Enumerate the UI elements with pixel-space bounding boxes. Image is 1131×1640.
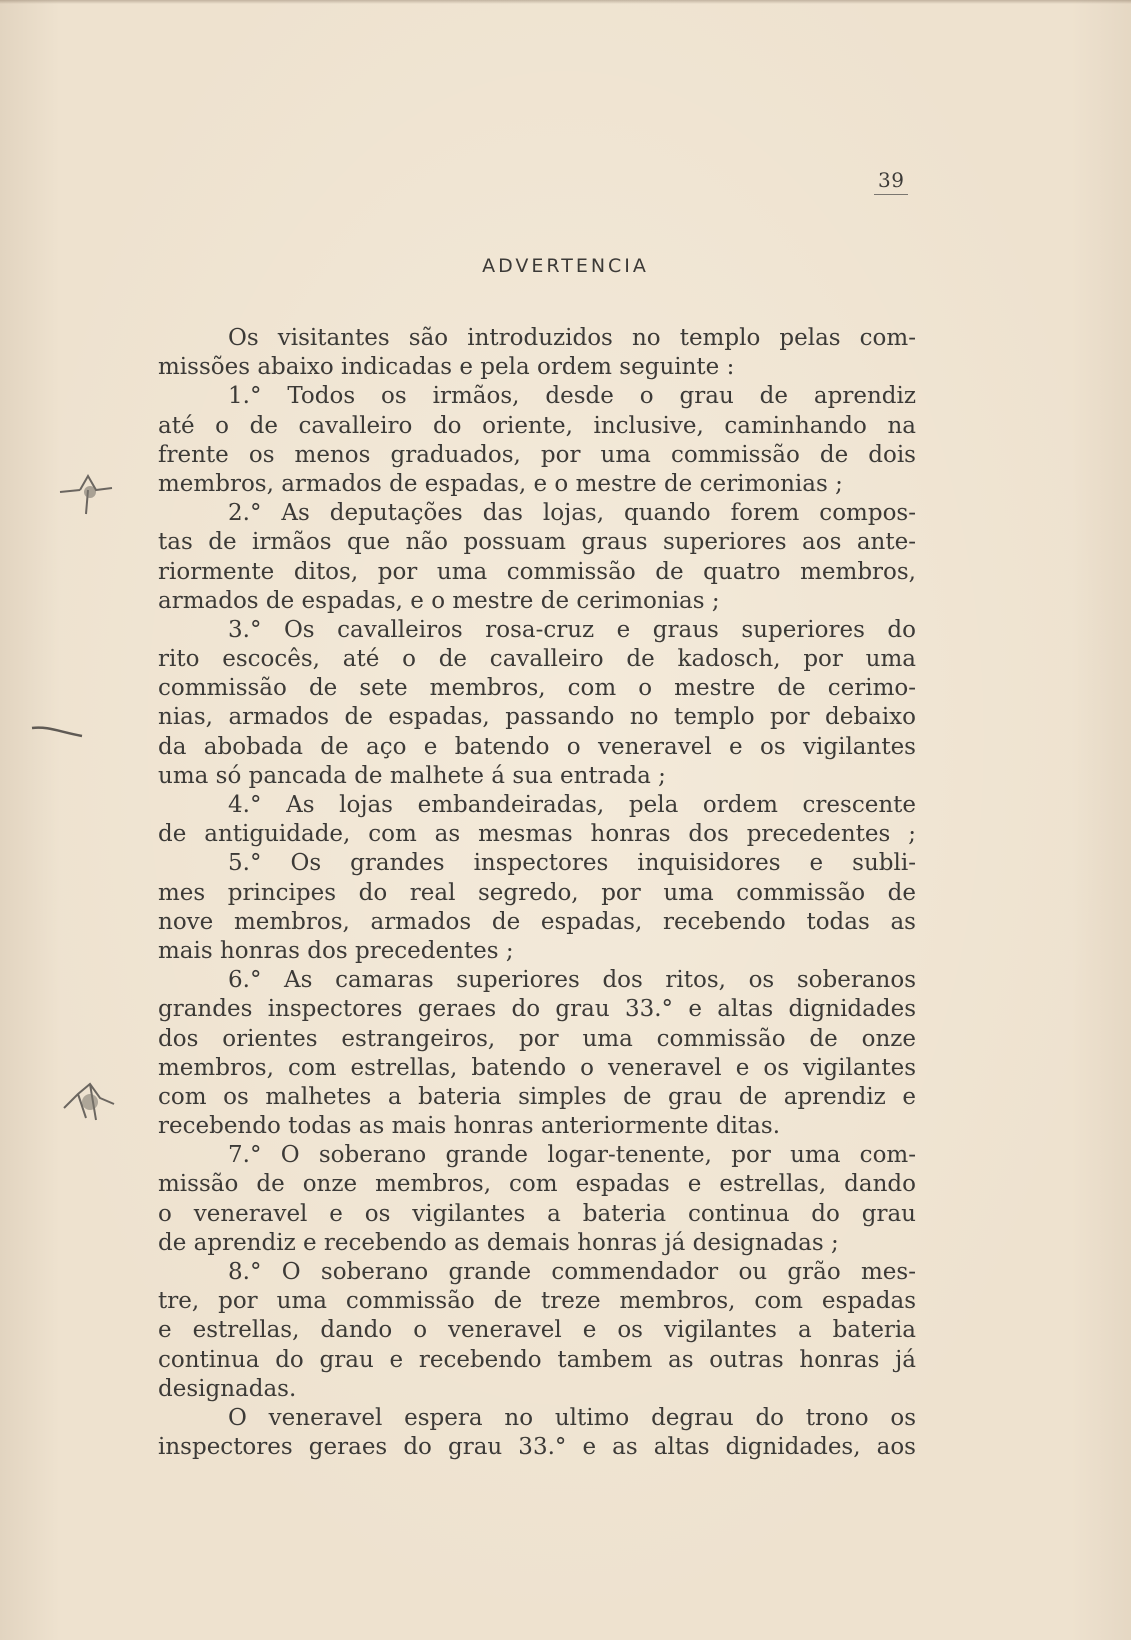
text-line: com os malhetes a bateria simples de grau de aprendiz e <box>158 1083 916 1110</box>
text-line: da abobada de aço e batendo o veneravel e os vigilantes <box>158 733 916 760</box>
text-line: armados de espadas, e o mestre de cerimonias ; <box>158 587 720 614</box>
text-line: frente os menos graduados, por uma commissão de dois <box>158 441 916 468</box>
text-line: 5.° Os grandes inspectores inquisidores e subli- <box>228 850 916 877</box>
text-line: membros, armados de espadas, e o mestre de cerimonias ; <box>158 470 843 497</box>
text-line: nias, armados de espadas, passando no templo por debaixo <box>158 704 916 731</box>
text-line: inspectores geraes do grau 33.° e as altas dignidades, aos <box>158 1434 916 1461</box>
text-line: 7.° O soberano grande logar-tenente, por uma com- <box>228 1142 916 1169</box>
text-line: 3.° Os cavalleiros rosa-cruz e graus superiores do <box>228 616 916 643</box>
text-line: tas de irmãos que não possuam graus superiores aos ante- <box>158 529 916 556</box>
text-line: nove membros, armados de espadas, recebendo todas as <box>158 908 916 935</box>
text-line: 6.° As camaras superiores dos ritos, os soberanos <box>228 967 916 994</box>
text-line: e estrellas, dando o veneravel e os vigilantes a bateria <box>158 1317 916 1344</box>
text-line: designadas. <box>158 1375 297 1402</box>
text-line: riormente ditos, por uma commissão de quatro membros, <box>158 558 916 585</box>
text-line: grandes inspectores geraes do grau 33.° e altas dignidades <box>158 996 916 1023</box>
text-line: 8.° O soberano grande commendador ou grão mes- <box>228 1259 916 1285</box>
text-line: até o de cavalleiro do oriente, inclusive, caminhando na <box>158 412 916 439</box>
text-line: missões abaixo indicadas e pela ordem seguinte : <box>158 354 735 381</box>
text-line: de antiguidade, com as mesmas honras dos precedentes ; <box>158 821 916 848</box>
margin-ink-mark <box>30 722 90 742</box>
text-line: recebendo todas as mais honras anteriormente ditas. <box>158 1113 780 1140</box>
margin-ink-mark <box>56 1074 120 1130</box>
text-line: o veneravel e os vigilantes a bateria continua do grau <box>158 1200 916 1227</box>
text-line: missão de onze membros, com espadas e estrellas, dando <box>158 1171 916 1198</box>
text-line: membros, com estrellas, batendo o veneravel e os vigilantes <box>158 1054 916 1081</box>
text-line: 2.° As deputações das lojas, quando forem compos- <box>228 500 916 527</box>
text-line: commissão de sete membros, com o mestre de cerimo- <box>158 675 916 702</box>
body-text <box>158 324 916 1462</box>
text-line: Os visitantes são introduzidos no templo pelas com- <box>228 325 916 351</box>
page-top-edge <box>0 0 1131 4</box>
section-heading: ADVERTENCIA <box>482 255 649 277</box>
text-line: rito escocês, até o de cavalleiro de kadosch, por uma <box>158 646 916 673</box>
text-line: uma só pancada de malhete á sua entrada ; <box>158 762 666 789</box>
text-line: 4.° As lojas embandeiradas, pela ordem crescente <box>228 792 916 818</box>
text-line: O veneravel espera no ultimo degrau do trono os <box>228 1404 916 1431</box>
margin-ink-mark <box>56 470 116 520</box>
page-number: 39 <box>874 168 908 195</box>
text-line: mes principes do real segredo, por uma commissão de <box>158 879 916 906</box>
text-line: 1.° Todos os irmãos, desde o grau de aprendiz <box>228 383 916 410</box>
text-line: dos orientes estrangeiros, por uma commissão de onze <box>158 1025 916 1052</box>
text-line: de aprendiz e recebendo as demais honras já designadas ; <box>158 1229 839 1256</box>
text-line: mais honras dos precedentes ; <box>158 937 514 964</box>
text-line: continua do grau e recebendo tambem as outras honras já <box>158 1346 916 1373</box>
text-line: tre, por uma commissão de treze membros, com espadas <box>158 1288 916 1315</box>
